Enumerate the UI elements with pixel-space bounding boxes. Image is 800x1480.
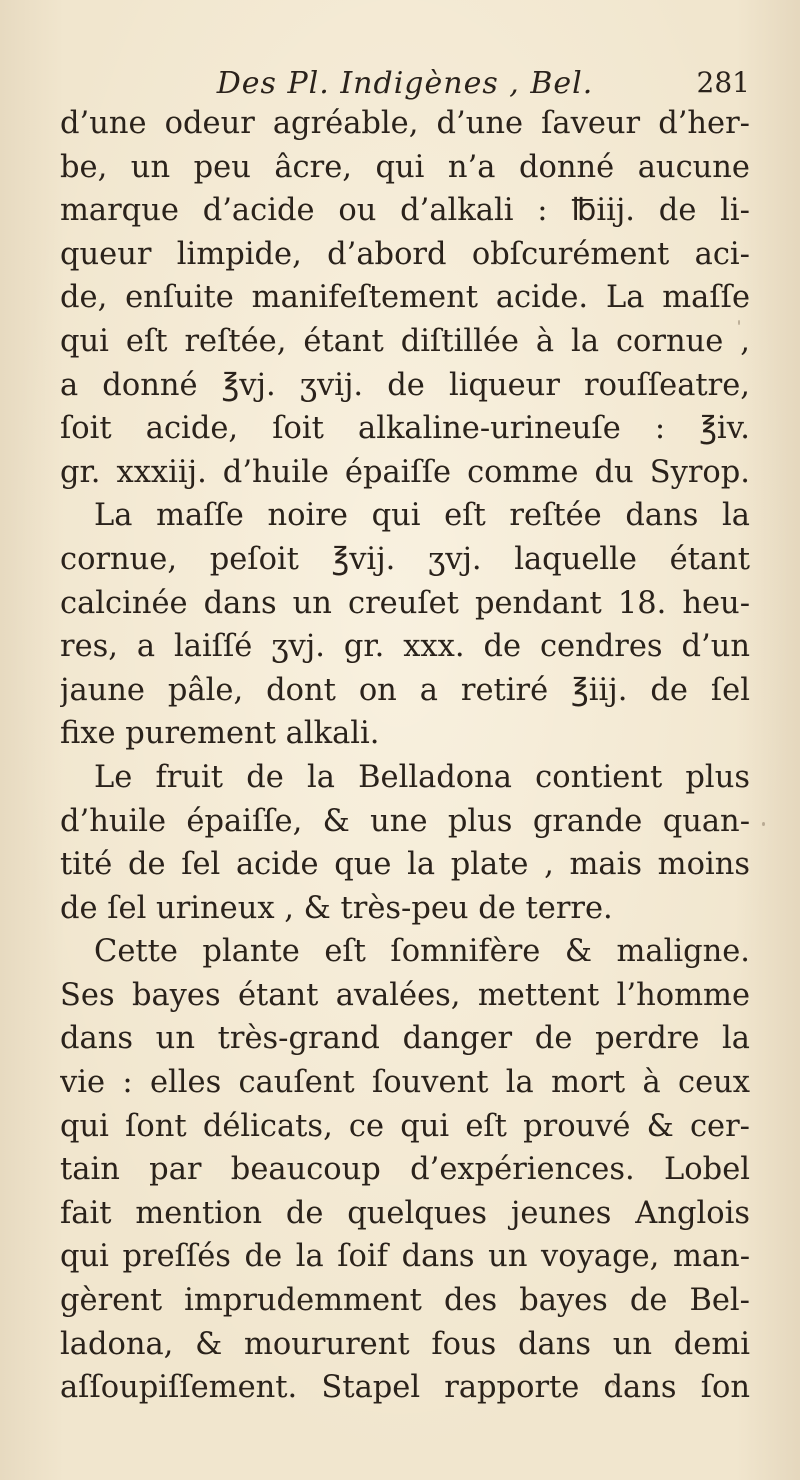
body-text <box>60 102 750 1410</box>
text-line: qui ſont délicats, ce qui eſt prouvé & cer- <box>60 1108 750 1144</box>
text-line: fait mention de quelques jeunes Anglois <box>60 1195 750 1231</box>
paper-speck <box>652 770 654 772</box>
page-number: 281 <box>696 66 750 99</box>
text-line: gr. xxxiij. d’huile épaiſſe comme du Syrop. <box>60 454 750 490</box>
text-line: d’une odeur agréable, d’une ſaveur d’her- <box>60 106 750 141</box>
paragraph-start-line: Le fruit de la Belladona contient plus <box>94 759 750 795</box>
text-line: res, a laiſſé ʒvj. gr. xxx. de cendres d’un <box>60 629 750 665</box>
text-line: de, enſuite manifeſtement acide. La maſſe <box>60 280 750 316</box>
text-line: qui preſſés de la ſoif dans un voyage, man- <box>60 1239 750 1275</box>
text-line: be, un peu âcre, qui n’a donné aucune <box>60 149 750 185</box>
text-line: queur limpide, d’abord obſcurément aci- <box>60 236 750 272</box>
text-line: aſſoupiſſement. Stapel rapporte dans ſon <box>60 1370 750 1406</box>
paragraph-end-line: de ſel urineux , & très-peu de terre. <box>60 890 613 926</box>
text-line: ſoit acide, ſoit alkaline-urineuſe : ℥iv. <box>60 411 750 447</box>
paper-speck <box>762 822 765 826</box>
text-line: tain par beaucoup d’expériences. Lobel <box>60 1152 750 1188</box>
text-line: jaune pâle, dont on a retiré ℥iij. de ſel <box>60 672 750 708</box>
text-line: a donné ℥vj. ʒvij. de liqueur rouſſeatre, <box>60 367 750 403</box>
paper-speck <box>612 1380 615 1386</box>
text-line: qui eſt reſtée, étant diſtillée à la cornue , <box>60 323 750 359</box>
text-line: gèrent imprudemment des bayes de Bel- <box>60 1283 750 1319</box>
text-line: ladona, & moururent fous dans un demi <box>60 1326 750 1362</box>
running-head-title: Des Pl. Indigènes , Bel. <box>216 66 594 101</box>
paper-speck <box>738 320 740 325</box>
text-line: calcinée dans un creuſet pendant 18. heu- <box>60 585 750 621</box>
text-line: tité de ſel acide que la plate , mais moins <box>60 847 750 883</box>
running-head <box>60 66 750 106</box>
paragraph-end-line: fixe purement alkali. <box>60 716 380 752</box>
text-line: d’huile épaiſſe, & une plus grande quan- <box>60 803 750 839</box>
text-line: Ses bayes étant avalées, mettent l’homme <box>60 977 750 1013</box>
text-line: dans un très-grand danger de perdre la <box>60 1021 750 1057</box>
text-line: vie : elles cauſent ſouvent la mort à ceux <box>60 1065 750 1101</box>
paragraph-start-line: Cette plante eſt ſomnifère & maligne. <box>94 934 750 970</box>
text-line: marque d’acide ou d’alkali : ℔iij. de li- <box>60 193 750 229</box>
paragraph-start-line: La maſſe noire qui eſt reſtée dans la <box>94 498 750 534</box>
text-line: cornue, peſoit ℥vij. ʒvj. laquelle étant <box>60 541 750 577</box>
